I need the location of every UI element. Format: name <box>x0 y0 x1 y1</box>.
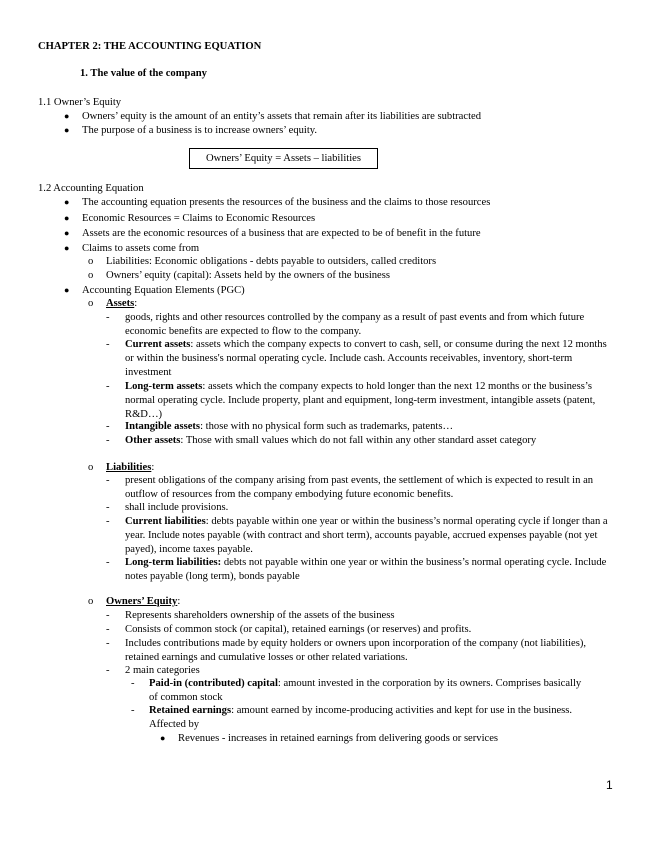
circle-bullet-icon: o <box>88 256 94 267</box>
owners-equity-bullet: Owners’ equity is the amount of an entity’s assets that remain after its liabilities are subtracted <box>82 111 482 122</box>
bullet-icon: ● <box>64 243 70 253</box>
dash-icon: - <box>106 381 110 392</box>
equity-item: 2 main categories <box>125 665 200 676</box>
equity-item: Consists of common stock (or capital), retained earnings (or reserves) and profits. <box>125 624 472 635</box>
page-number: 1 <box>606 778 613 792</box>
current-assets-item: Current assets: assets which the company expects to convert to cash, sell, or consume during the next 12 months or within the business's normal operating cycle. Include cash. Accounts receivables, inventory, short-term investment <box>125 339 607 378</box>
retained-earnings-item: Retained earnings: amount earned by income-producing activities and kept for use in the business. Affected by <box>149 705 573 730</box>
dash-icon: - <box>106 665 110 676</box>
current-liabilities-item: Current liabilities: debts payable within one year or within the business’s normal operating cycle if longer than a year. Include notes payable (with contract and short term), accounts payable, accrued expenses payable (not yet payed), income taxes payable. <box>125 516 608 555</box>
assets-intro: goods, rights and other resources controlled by the company as a result of past events and from which future economic benefits are expected to flow to the company. <box>125 312 585 337</box>
accounting-equation-heading: 1.2 Accounting Equation <box>38 183 144 194</box>
provisions-item: shall include provisions. <box>125 502 229 513</box>
dash-icon: - <box>106 610 110 621</box>
intangible-assets-item: Intangible assets: those with no physical form such as trademarks, patents… <box>125 421 454 432</box>
section-heading: 1. The value of the company <box>80 68 207 79</box>
bullet-icon: ● <box>64 228 70 238</box>
dash-icon: - <box>131 705 135 716</box>
equation-bullet: The accounting equation presents the resources of the business and the claims to those resources <box>82 197 491 208</box>
bullet-icon: ● <box>160 733 166 743</box>
dash-icon: - <box>106 557 110 568</box>
liabilities-title: Liabilities: <box>106 462 155 473</box>
bullet-icon: ● <box>64 285 70 295</box>
dash-icon: - <box>106 516 110 527</box>
owners-equity-bullet: The purpose of a business is to increase owners’ equity. <box>82 125 318 136</box>
circle-bullet-icon: o <box>88 462 94 473</box>
dash-icon: - <box>131 678 135 689</box>
elements-heading: Accounting Equation Elements (PGC) <box>82 285 245 296</box>
longterm-liabilities-item: Long-term liabilities: debts not payable within one year or within the business’s normal operating cycle. Include notes payable (long term), bonds payable <box>125 557 607 582</box>
equation-bullet: Assets are the economic resources of a business that are expected to be of benefit in the future <box>82 228 481 239</box>
owners-equity-title: Owners’ Equity: <box>106 596 181 607</box>
assets-title: Assets: <box>106 298 138 309</box>
equity-item: Includes contributions made by equity holders or owners upon incorporation of the company (not liabilities), retained earnings and cumulative losses or other related variations. <box>125 638 587 663</box>
revenues-item: Revenues - increases in retained earnings from delivering goods or services <box>178 733 499 744</box>
bullet-icon: ● <box>64 213 70 223</box>
equation-box: Owners’ Equity = Assets – liabilities <box>189 148 378 169</box>
bullet-icon: ● <box>64 197 70 207</box>
owners-equity-heading: 1.1 Owner’s Equity <box>38 97 122 108</box>
dash-icon: - <box>106 435 110 446</box>
liabilities-intro: present obligations of the company arising from past events, the settlement of which is expected to result in an outflow of resources from the company embodying future economic benefits. <box>125 475 594 500</box>
dash-icon: - <box>106 502 110 513</box>
longterm-assets-item: Long-term assets: assets which the company expects to hold longer than the next 12 months or the business’s normal operating cycle. Include property, plant and equipment, long-term investment, intangible assets (patent, R&D…) <box>125 381 596 420</box>
dash-icon: - <box>106 475 110 486</box>
claims-item: Owners’ equity (capital): Assets held by the owners of the business <box>106 270 391 281</box>
circle-bullet-icon: o <box>88 270 94 281</box>
equation-bullet: Economic Resources = Claims to Economic Resources <box>82 213 316 224</box>
bullet-icon: ● <box>64 125 70 135</box>
dash-icon: - <box>106 421 110 432</box>
paid-in-capital-item: Paid-in (contributed) capital: amount invested in the corporation by its owners. Comprises basically of common stock <box>149 678 582 703</box>
bullet-icon: ● <box>64 111 70 121</box>
equity-item: Represents shareholders ownership of the assets of the business <box>125 610 395 621</box>
equation-bullet: Claims to assets come from <box>82 243 200 254</box>
claims-item: Liabilities: Economic obligations - debts payable to outsiders, called creditors <box>106 256 437 267</box>
dash-icon: - <box>106 624 110 635</box>
circle-bullet-icon: o <box>88 596 94 607</box>
circle-bullet-icon: o <box>88 298 94 309</box>
dash-icon: - <box>106 638 110 649</box>
other-assets-item: Other assets: Those with small values which do not fall within any other standard asset category <box>125 435 537 446</box>
dash-icon: - <box>106 339 110 350</box>
chapter-title: CHAPTER 2: THE ACCOUNTING EQUATION <box>38 41 262 52</box>
dash-icon: - <box>106 312 110 323</box>
